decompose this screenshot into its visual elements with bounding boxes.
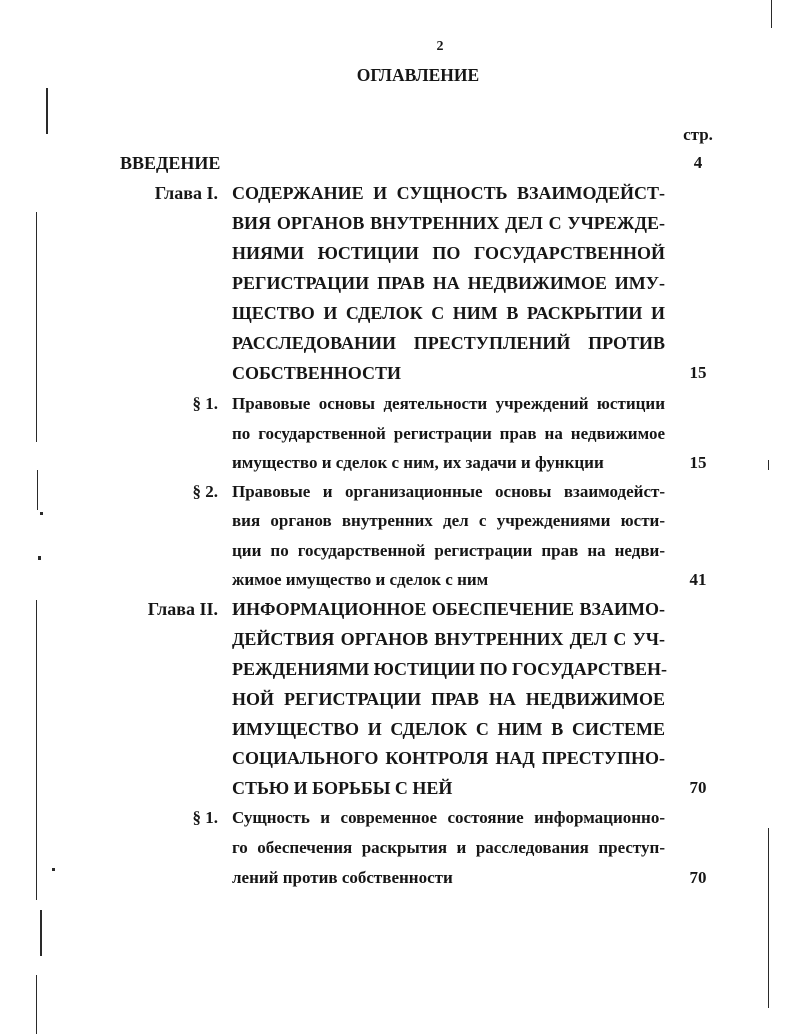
chapter-title-line: ИНФОРМАЦИОННОЕ ОБЕСПЕЧЕНИЕ ВЗАИМО- (232, 599, 665, 619)
scan-mark (768, 828, 769, 1008)
chapter-title-line: ДЕЙСТВИЯ ОРГАНОВ ВНУТРЕННИХ ДЕЛ С УЧ- (232, 629, 665, 649)
scan-mark (36, 975, 37, 1034)
scan-mark (768, 460, 769, 470)
scan-mark (52, 868, 55, 871)
chapter-title-line: НИЯМИ ЮСТИЦИИ ПО ГОСУДАРСТВЕННОЙ (232, 243, 665, 263)
chapter-title-line: ИМУЩЕСТВО И СДЕЛОК С НИМ В СИСТЕМЕ (232, 719, 665, 739)
chapter-title-line: СОБСТВЕННОСТИ (232, 363, 402, 383)
section-title-line: лений против собственности (232, 868, 453, 887)
scan-mark (40, 910, 42, 956)
chapter-label: Глава II. (147, 599, 218, 619)
scan-mark (46, 88, 48, 134)
page-column-header: стр. (683, 125, 713, 144)
section-page: 70 (689, 868, 707, 887)
section-title-line: го обеспечения раскрытия и расследования преступ- (232, 838, 665, 857)
chapter-title-line: РАССЛЕДОВАНИИ ПРЕСТУПЛЕНИЙ ПРОТИВ (232, 333, 665, 353)
introduction-page: 4 (693, 153, 703, 172)
section-label: § 1. (192, 808, 218, 827)
scan-mark (37, 470, 38, 510)
scan-mark (36, 212, 37, 442)
scan-mark (38, 556, 41, 560)
chapter-title-line: СТЬЮ И БОРЬБЫ С НЕЙ (232, 778, 453, 798)
section-label: § 2. (192, 482, 218, 501)
chapter-page: 70 (689, 778, 707, 797)
section-page: 41 (689, 570, 707, 589)
scan-mark (40, 512, 43, 515)
chapter-title-line: РЕЖДЕНИЯМИ ЮСТИЦИИ ПО ГОСУДАРСТВЕН- (232, 659, 667, 679)
section-title-line: вия органов внутренних дел с учреждениями юсти- (232, 511, 665, 530)
chapter-title-line: СОЦИАЛЬНОГО КОНТРОЛЯ НАД ПРЕСТУПНО- (232, 748, 665, 768)
section-title-line: Правовые и организационные основы взаимодейст- (232, 482, 665, 501)
chapter-title-line: ЩЕСТВО И СДЕЛОК С НИМ В РАСКРЫТИИ И (232, 303, 665, 323)
section-title-line: по государственной регистрации прав на недвижимое (232, 424, 665, 443)
page-number: 2 (436, 39, 444, 54)
section-title-line: жимое имущество и сделок с ним (232, 570, 489, 589)
chapter-title-line: НОЙ РЕГИСТРАЦИИ ПРАВ НА НЕДВИЖИМОЕ (232, 689, 665, 709)
page-title: ОГЛАВЛЕНИЕ (356, 65, 480, 85)
section-title-line: Сущность и современное состояние информационно- (232, 808, 665, 827)
section-title-line: Правовые основы деятельности учреждений юстиции (232, 394, 665, 413)
scan-mark (36, 600, 37, 900)
chapter-title-line: РЕГИСТРАЦИИ ПРАВ НА НЕДВИЖИМОЕ ИМУ- (232, 273, 665, 293)
chapter-label: Глава I. (154, 183, 218, 203)
chapter-title-line: ВИЯ ОРГАНОВ ВНУТРЕННИХ ДЕЛ С УЧРЕЖДЕ- (232, 213, 665, 233)
section-label: § 1. (192, 394, 218, 413)
section-title-line: ции по государственной регистрации прав на недви- (232, 541, 665, 560)
section-title-line: имущество и сделок с ним, их задачи и функции (232, 453, 604, 472)
scan-mark (771, 0, 772, 28)
chapter-page: 15 (689, 363, 707, 382)
introduction-title: ВВЕДЕНИЕ (120, 153, 221, 173)
section-page: 15 (689, 453, 707, 472)
chapter-title-line: СОДЕРЖАНИЕ И СУЩНОСТЬ ВЗАИМОДЕЙСТ- (232, 183, 665, 203)
